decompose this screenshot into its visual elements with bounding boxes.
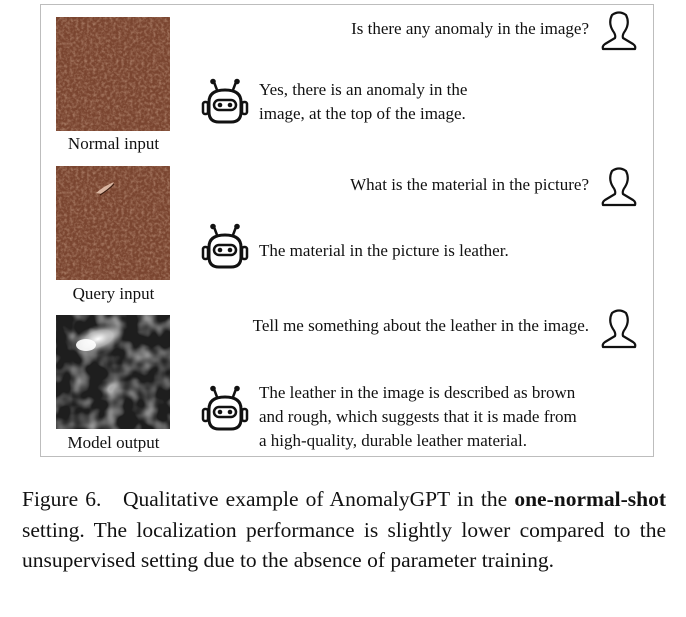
bot-answer-3-line-1: The leather in the image is described as brown <box>259 383 576 402</box>
robot-icon <box>201 78 249 126</box>
bot-answer-2 <box>259 239 509 263</box>
caption-text-2: setting. The localization performance is slightly lower compared to the unsupervised setting due to the absence of parameter training. <box>22 517 666 572</box>
query-input-caption: Query input <box>72 284 155 303</box>
normal-input-caption: Normal input <box>67 134 160 153</box>
model-output-caption: Model output <box>67 433 160 452</box>
figure-label: Figure 6. <box>22 487 102 511</box>
user-question-1: Is there any anomaly in the image? <box>351 19 589 38</box>
bot-answer-1-line-1: Yes, there is an anomaly in the <box>259 80 468 99</box>
caption-text-1: Qualitative example of AnomalyGPT in the <box>122 487 515 511</box>
anomaly-heatmap-image <box>56 315 170 429</box>
user-icon <box>601 167 637 207</box>
figure-panel <box>40 4 654 457</box>
user-question-3: Tell me something about the leather in the image. <box>252 316 589 335</box>
robot-icon <box>201 385 249 433</box>
bot-answer-2-line-1: The material in the picture is leather. <box>259 241 509 260</box>
figure-caption <box>22 484 666 576</box>
robot-icon <box>201 223 249 271</box>
bot-answer-3 <box>259 381 577 453</box>
user-icon <box>601 309 637 349</box>
query-leather-image <box>56 166 170 280</box>
bot-answer-3-line-3: a high-quality, durable leather material. <box>259 431 527 450</box>
caption-bold-term: one-normal-shot <box>514 487 667 511</box>
user-question-2: What is the material in the picture? <box>350 175 589 194</box>
bot-answer-3-line-2: and rough, which suggests that it is made from <box>259 407 577 426</box>
normal-leather-image <box>56 17 170 131</box>
user-icon <box>601 11 637 51</box>
bot-answer-1 <box>259 78 467 126</box>
bot-answer-1-line-2: image, at the top of the image. <box>259 104 466 123</box>
